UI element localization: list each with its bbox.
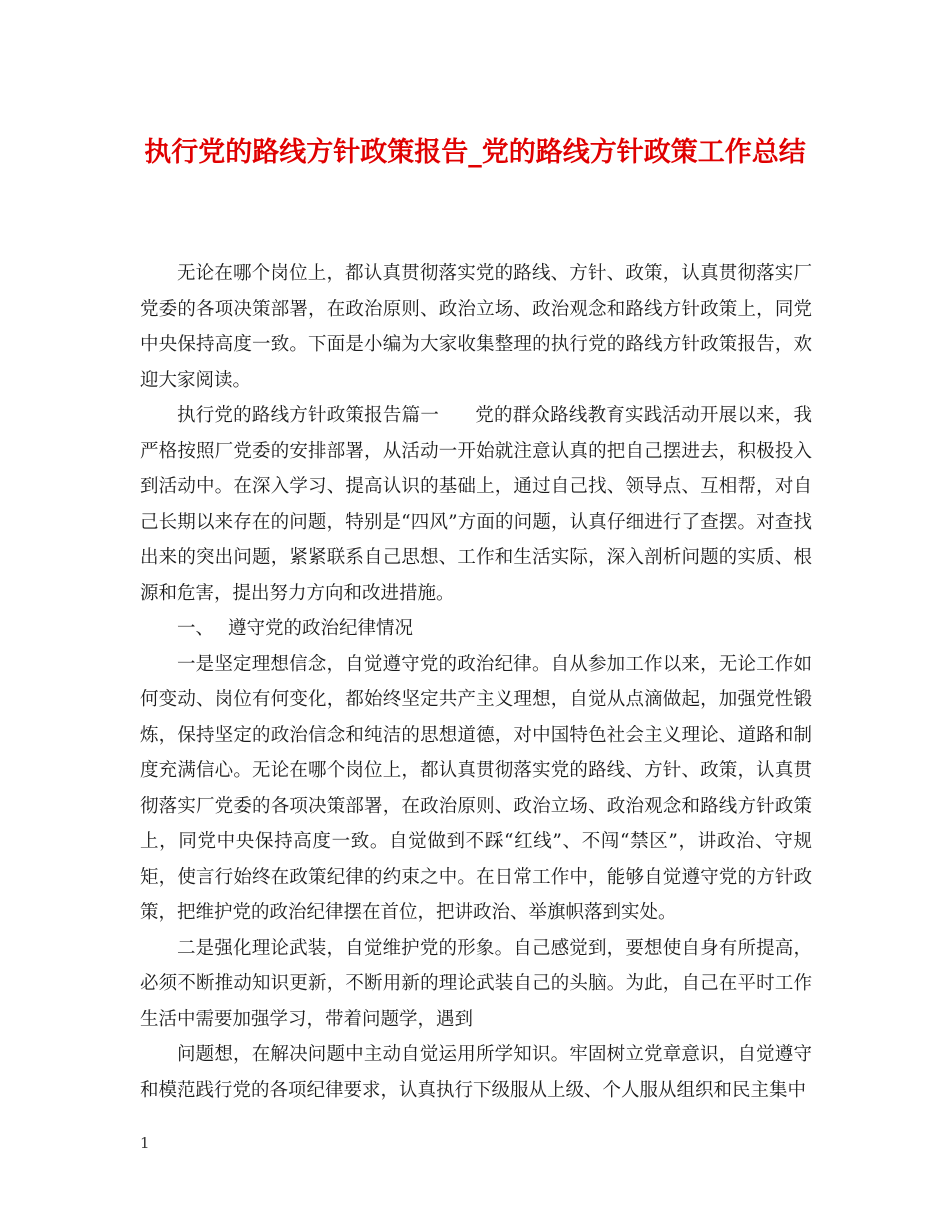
paragraph-theory-armament: 二是强化理论武装，自觉维护党的形象。自己感觉到，要想使自身有所提高，必须不断推动知识更新，不断用新的理论武装自己的头脑。为此，自己在平时工作生活中需要加强学习，带着问题学，遇到 bbox=[140, 937, 812, 1030]
report-paragraph-1 bbox=[140, 398, 812, 611]
paragraph-problem-solving: 问题想，在解决问题中主动自觉运用所学知识。牢固树立党章意识，自觉遵守和模范践行党的各项纪律要求，认真执行下级服从上级、个人服从组织和民主集中 bbox=[140, 1044, 812, 1101]
document-title: 执行党的路线方针政策报告_党的路线方针政策工作总结 bbox=[144, 137, 806, 168]
section-number: 一、 bbox=[177, 618, 215, 639]
paragraph-political-discipline: 一是坚定理想信念，自觉遵守党的政治纪律。自从参加工作以来，无论工作如何变动、岗位有何变化，都始终坚定共产主义理想，自觉从点滴做起，加强党性锻炼，保持坚定的政治信念和纯洁的思想道德，对中国特色社会主义理论、道路和制度充满信心。无论在哪个岗位上，都认真贯彻落实党的路线、方针、政策，认真贯彻落实厂党委的各项决策部署，在政治原则、政治立场、政治观念和路线方针政策上，同党中央保持高度一致。自觉做到不踩“红线”、不闯“禁区”，讲政治、守规矩，使言行始终在政策纪律的约束之中。在日常工作中，能够自觉遵守党的方针政策，把维护党的政治纪律摆在首位，把讲政治、举旗帜落到实处。 bbox=[140, 653, 812, 923]
section-heading bbox=[140, 611, 812, 647]
intro-paragraph: 无论在哪个岗位上，都认真贯彻落实党的路线、方针、政策，认真贯彻落实厂党委的各项决策部署，在政治原则、政治立场、政治观念和路线方针政策上，同党中央保持高度一致。下面是小编为大家收集整理的执行党的路线方针政策报告，欢迎大家阅读。 bbox=[140, 263, 812, 391]
report-paragraph-1-text: 党的群众路线教育实践活动开展以来，我严格按照厂党委的安排部署，从活动一开始就注意认真的把自己摆进去，积极投入到活动中。在深入学习、提高认识的基础上，通过自己找、领导点、互相帮，对自己长期以来存在的问题，特别是“四风”方面的问题，认真仔细进行了查摆。对查找出来的突出问题，紧紧联系自己思想、工作和生活实际，深入剖析问题的实质、根源和危害，提出努力方向和改进措施。 bbox=[140, 405, 812, 604]
page-number: 1 bbox=[140, 1134, 150, 1152]
section-heading-text: 遵守党的政治纪律情况 bbox=[228, 618, 414, 639]
report-lead-label: 执行党的路线方针政策报告篇一 bbox=[177, 405, 440, 426]
document-body bbox=[140, 256, 812, 1108]
